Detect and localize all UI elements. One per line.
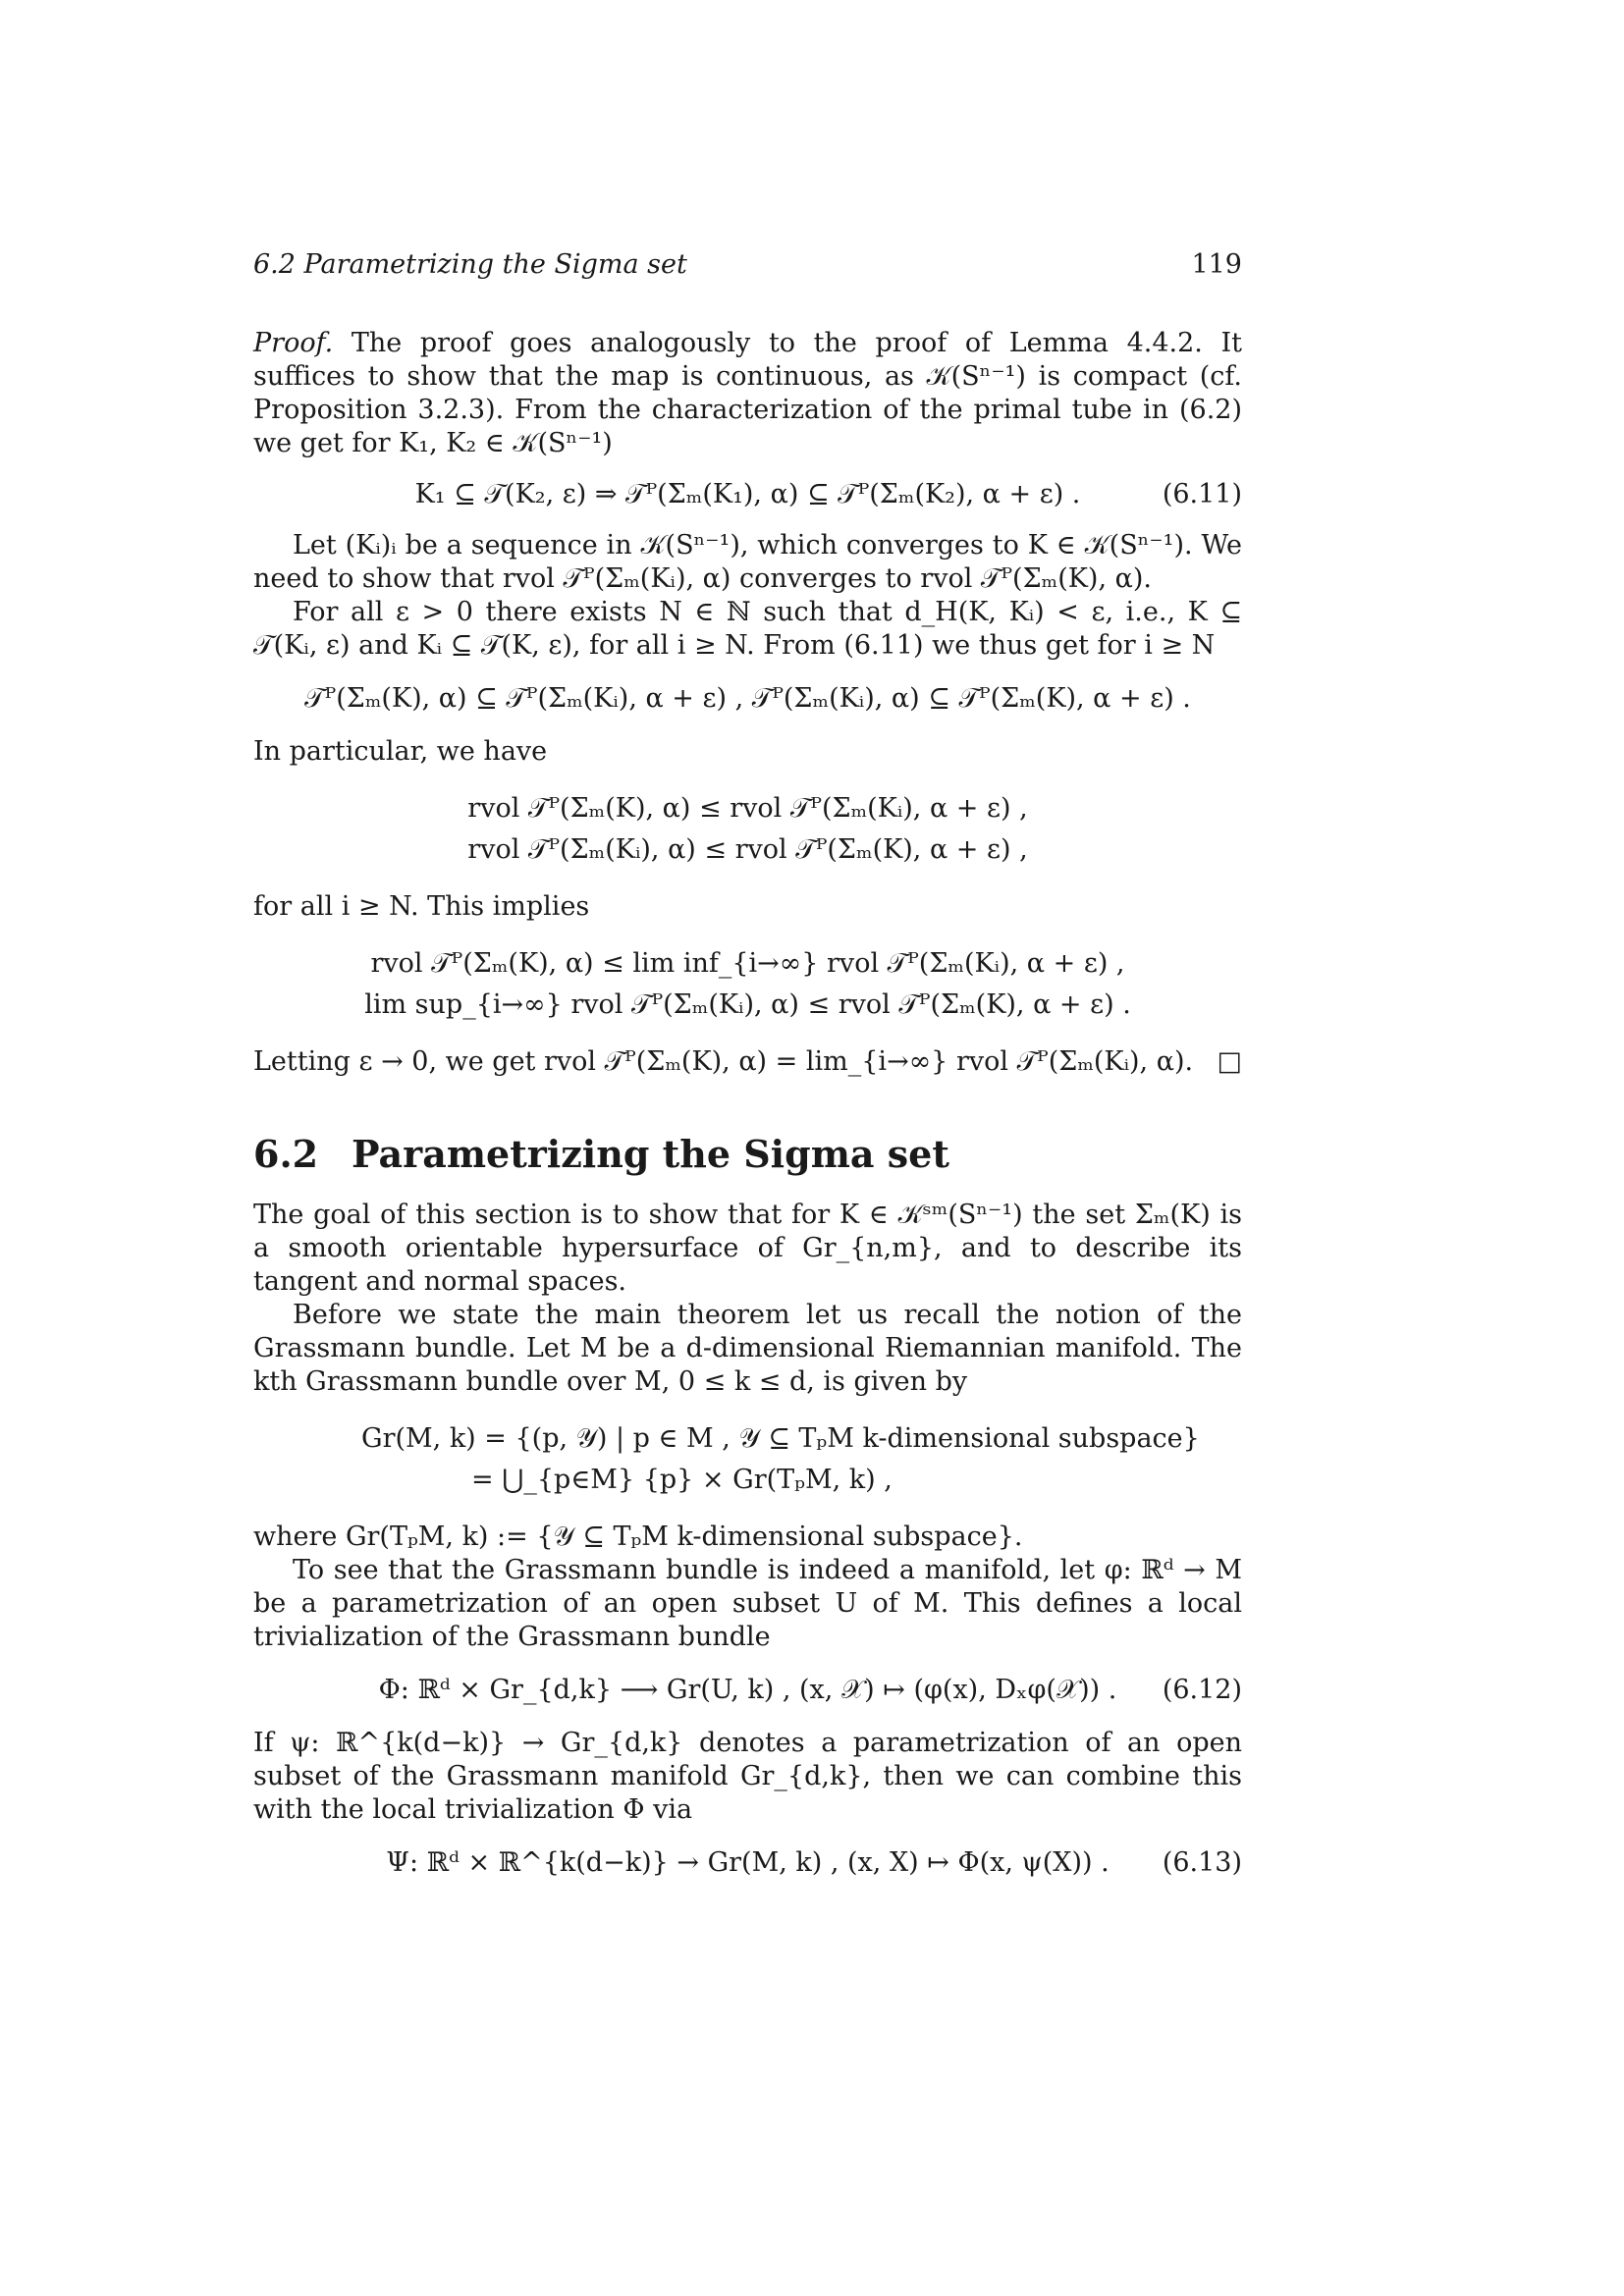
section-number: 6.2	[253, 1132, 319, 1176]
equation-6-11	[253, 478, 1242, 511]
equation-gr-line-1: Gr(M, k) = {(p, 𝒴) | p ∈ M , 𝒴 ⊆ TₚM k-dimensional subspace}	[361, 1423, 1200, 1454]
paragraph-letting	[253, 1045, 1242, 1079]
equation-6-13	[253, 1846, 1242, 1880]
equation-rvol-line-1: rvol 𝒯ᴾ(Σₘ(K), α) ≤ rvol 𝒯ᴾ(Σₘ(Kᵢ), α + ε) ,	[467, 793, 1028, 824]
equation-limsup-line: lim sup_{i→∞} rvol 𝒯ᴾ(Σₘ(Kᵢ), α) ≤ rvol 𝒯ᴾ(Σₘ(K), α + ε) .	[364, 989, 1131, 1020]
paragraph-in-particular: In particular, we have	[253, 736, 548, 767]
equation-6-11-body: K₁ ⊆ 𝒯(K₂, ε) ⇒ 𝒯ᴾ(Σₘ(K₁), α) ⊆ 𝒯ᴾ(Σₘ(K₂), α + ε) .	[414, 479, 1081, 509]
qed-symbol: □	[1217, 1046, 1242, 1077]
equation-6-12	[253, 1674, 1242, 1707]
running-section-title: 6.2 Parametrizing the Sigma set	[253, 249, 687, 280]
proof-text: The proof goes analogously to the proof of Lemma 4.4.2. It suffices to show that the map is continuous, as 𝒦(Sⁿ⁻¹) is compact (cf. Proposition 3.2.3). From the characterization of the primal tube in (6.2) we get for K₁, K₂ ∈ 𝒦(Sⁿ⁻¹)	[253, 328, 1242, 458]
paragraph-manifold: To see that the Grassmann bundle is indeed a manifold, let φ: ℝᵈ → M be a parametrization of an open subset U of M. This defines a local trivialization of the Grassmann bundle	[253, 1555, 1242, 1652]
proof-label: Proof.	[253, 328, 334, 358]
proof-paragraph	[253, 327, 1242, 460]
equation-6-13-tag: (6.13)	[1162, 1847, 1242, 1878]
paragraph-goal: The goal of this section is to show that for K ∈ 𝒦ˢᵐ(Sⁿ⁻¹) the set Σₘ(K) is a smooth orientable hypersurface of Gr_{n,m}, and to describe its tangent and normal spaces.	[253, 1200, 1242, 1297]
paragraph-grassmann-bundle: Before we state the main theorem let us recall the notion of the Grassmann bundle. Let M be a d-dimensional Riemannian manifold. The kth Grassmann bundle over M, 0 ≤ k ≤ d, is given by	[253, 1300, 1242, 1397]
running-header	[253, 249, 1242, 280]
section-heading	[253, 1132, 1242, 1176]
section-title: Parametrizing the Sigma set	[352, 1132, 949, 1176]
paragraph-epsilon: For all ε > 0 there exists N ∈ ℕ such that d_H(K, Kᵢ) < ε, i.e., K ⊆ 𝒯(Kᵢ, ε) and Kᵢ ⊆ 𝒯(K, ε), for all i ≥ N. From (6.11) we thus get for i ≥ N	[253, 597, 1242, 661]
equation-rvol-line-2: rvol 𝒯ᴾ(Σₘ(Kᵢ), α) ≤ rvol 𝒯ᴾ(Σₘ(K), α + ε) ,	[467, 834, 1028, 865]
equation-6-12-tag: (6.12)	[1162, 1675, 1242, 1705]
equation-rvol-inequalities	[253, 788, 1242, 871]
equation-6-11-tag: (6.11)	[1162, 479, 1242, 509]
paragraph-sequence: Let (Kᵢ)ᵢ be a sequence in 𝒦(Sⁿ⁻¹), which converges to K ∈ 𝒦(Sⁿ⁻¹). We need to show that rvol 𝒯ᴾ(Σₘ(Kᵢ), α) converges to rvol 𝒯ᴾ(Σₘ(K), α).	[253, 530, 1242, 594]
equation-inclusions	[253, 682, 1242, 716]
equation-liminf-line: rvol 𝒯ᴾ(Σₘ(K), α) ≤ lim inf_{i→∞} rvol 𝒯ᴾ(Σₘ(Kᵢ), α + ε) ,	[370, 948, 1125, 979]
equation-limits	[253, 943, 1242, 1026]
paragraph-implies: for all i ≥ N. This implies	[253, 891, 590, 922]
paragraph-psi: If ψ: ℝ^{k(d−k)} → Gr_{d,k} denotes a parametrization of an open subset of the Grassmann manifold Gr_{d,k}, then we can combine this with the local trivialization Φ via	[253, 1728, 1242, 1825]
page-body	[253, 327, 1242, 1899]
equation-gr-line-2: = ⋃_{p∈M} {p} × Gr(TₚM, k) ,	[471, 1465, 893, 1495]
equation-6-13-body: Ψ: ℝᵈ × ℝ^{k(d−k)} → Gr(M, k) , (x, X) ↦ Φ(x, ψ(X)) .	[386, 1847, 1110, 1878]
equation-grassmann-bundle	[361, 1418, 1242, 1501]
equation-6-12-body: Φ: ℝᵈ × Gr_{d,k} ⟶ Gr(U, k) , (x, 𝒳) ↦ (φ(x), Dₓφ(𝒳)) .	[378, 1675, 1117, 1705]
equation-inclusions-body: 𝒯ᴾ(Σₘ(K), α) ⊆ 𝒯ᴾ(Σₘ(Kᵢ), α + ε) , 𝒯ᴾ(Σₘ(Kᵢ), α) ⊆ 𝒯ᴾ(Σₘ(K), α + ε) .	[304, 683, 1191, 714]
paragraph-letting-text: Letting ε → 0, we get rvol 𝒯ᴾ(Σₘ(K), α) = lim_{i→∞} rvol 𝒯ᴾ(Σₘ(Kᵢ), α).	[253, 1046, 1194, 1077]
page-number: 119	[1191, 249, 1242, 280]
paragraph-where: where Gr(TₚM, k) := {𝒴 ⊆ TₚM k-dimensional subspace}.	[253, 1522, 1023, 1552]
